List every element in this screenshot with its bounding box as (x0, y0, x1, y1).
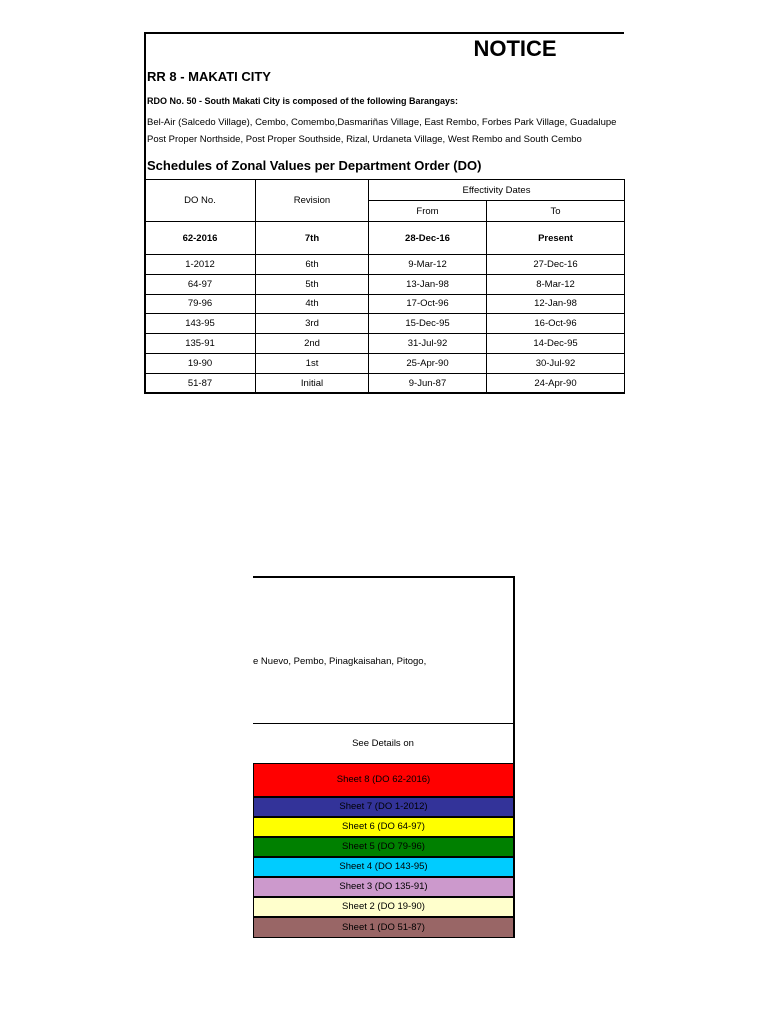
table-row (145, 255, 625, 275)
cell-from: 9-Jun-87 (369, 373, 487, 393)
cell-revision: 2nd (256, 334, 369, 354)
cell-to: 14-Dec-95 (487, 334, 625, 354)
cell-revision: 7th (256, 222, 369, 255)
header-revision: Revision (256, 180, 369, 222)
cell-from: 25-Apr-90 (369, 353, 487, 373)
cell-from: 28-Dec-16 (369, 222, 487, 255)
cell-do-no: 19-90 (145, 353, 256, 373)
cell-revision: 1st (256, 353, 369, 373)
do-schedule-table (144, 179, 625, 394)
barangay-line-2: Post Proper Northside, Post Proper Southside, Rizal, Urdaneta Village, West Rembo and South Cembo (147, 134, 582, 145)
barangay-list (147, 114, 624, 148)
sheet-link-1[interactable]: Sheet 1 (DO 51-87) (253, 917, 515, 938)
cell-to: 24-Apr-90 (487, 373, 625, 393)
table-row (145, 294, 625, 314)
region-heading: RR 8 - MAKATI CITY (147, 69, 271, 84)
sheet-link-6[interactable]: Sheet 6 (DO 64-97) (253, 817, 515, 837)
header-from: From (369, 201, 487, 222)
cell-do-no: 62-2016 (145, 222, 256, 255)
cell-to: 27-Dec-16 (487, 255, 625, 275)
header-effectivity: Effectivity Dates (369, 180, 625, 201)
barangay-list-continuation: e Nuevo, Pembo, Pinagkaisahan, Pitogo, (253, 656, 427, 667)
cell-do-no: 51-87 (145, 373, 256, 393)
header-to: To (487, 201, 625, 222)
cell-do-no: 135-91 (145, 334, 256, 354)
cell-from: 31-Jul-92 (369, 334, 487, 354)
table-row-current (145, 222, 625, 255)
rdo-description: RDO No. 50 - South Makati City is composed of the following Barangays: (147, 96, 459, 106)
cell-do-no: 64-97 (145, 274, 256, 294)
cell-from: 17-Oct-96 (369, 294, 487, 314)
sheet-link-5[interactable]: Sheet 5 (DO 79-96) (253, 837, 515, 857)
table-row (145, 353, 625, 373)
sheet-link-7[interactable]: Sheet 7 (DO 1-2012) (253, 797, 515, 817)
notice-title: NOTICE (473, 36, 557, 61)
table-row (145, 373, 625, 393)
sheet-link-4[interactable]: Sheet 4 (DO 143-95) (253, 857, 515, 877)
cell-to: 8-Mar-12 (487, 274, 625, 294)
sheet-link-8[interactable]: Sheet 8 (DO 62-2016) (253, 763, 515, 797)
cell-revision: 5th (256, 274, 369, 294)
cell-from: 9-Mar-12 (369, 255, 487, 275)
cell-do-no: 79-96 (145, 294, 256, 314)
cell-to: Present (487, 222, 625, 255)
cell-revision: 3rd (256, 314, 369, 334)
cell-revision: 6th (256, 255, 369, 275)
cell-do-no: 1-2012 (145, 255, 256, 275)
table-row (145, 334, 625, 354)
table-row (145, 314, 625, 334)
cell-from: 15-Dec-95 (369, 314, 487, 334)
header-do-no: DO No. (145, 180, 256, 222)
sheet-link-2[interactable]: Sheet 2 (DO 19-90) (253, 897, 515, 917)
see-details-label: See Details on (253, 723, 515, 763)
table-row (145, 274, 625, 294)
cell-to: 16-Oct-96 (487, 314, 625, 334)
cell-do-no: 143-95 (145, 314, 256, 334)
schedule-title: Schedules of Zonal Values per Department Order (DO) (147, 158, 482, 173)
cell-revision: 4th (256, 294, 369, 314)
cell-revision: Initial (256, 373, 369, 393)
cell-from: 13-Jan-98 (369, 274, 487, 294)
sheet-link-3[interactable]: Sheet 3 (DO 135-91) (253, 877, 515, 897)
barangay-line-1: Bel-Air (Salcedo Village), Cembo, Comembo,Dasmariñas Village, East Rembo, Forbes Park Village, Guadalupe (147, 117, 617, 128)
cell-to: 30-Jul-92 (487, 353, 625, 373)
cell-to: 12-Jan-98 (487, 294, 625, 314)
